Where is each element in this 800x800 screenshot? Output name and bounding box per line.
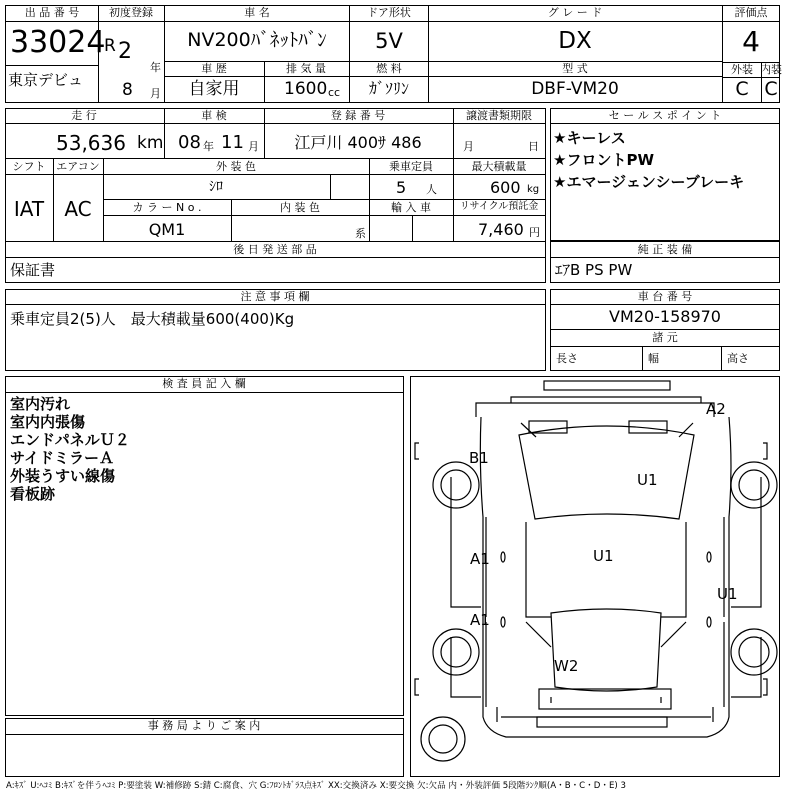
month-unit: 月: [150, 87, 161, 100]
sales-point-2: ★フロントPW: [553, 151, 654, 169]
notes-title: 注 意 事 項 欄: [240, 290, 310, 303]
length-label: 長さ: [556, 352, 578, 365]
shift-label: シフト: [12, 160, 46, 173]
width-label: 幅: [648, 352, 659, 365]
office-title: 事 務 局 よ り ご 案 内: [147, 719, 261, 732]
later-parts-label: 後 日 発 送 部 品: [233, 243, 317, 256]
inspection-year: 08: [178, 132, 201, 153]
chassis-number: VM20-158970: [609, 307, 721, 326]
overall-score: 4: [742, 25, 760, 58]
equipment: ｴｱB PS PW: [555, 261, 633, 279]
height-label: 高さ: [727, 352, 749, 365]
fuel: ｶﾞｿﾘﾝ: [368, 79, 410, 98]
chassis-title: 車 台 番 号: [637, 290, 693, 303]
shift: IAT: [13, 197, 45, 221]
interior-grade: C: [764, 78, 778, 100]
aircon: AC: [64, 197, 92, 221]
registration-year: 2: [118, 39, 132, 64]
mileage-unit: km: [137, 133, 164, 153]
inspector-note-6: 看板跡: [10, 485, 56, 503]
interior-color-label: 内 装 色: [280, 201, 320, 214]
history-label: 車 歴: [201, 62, 227, 75]
car-history: 自家用: [188, 79, 240, 99]
registration-month: 8: [122, 80, 133, 100]
exterior-color: ｼﾛ: [209, 179, 223, 195]
capacity: 5: [396, 178, 407, 197]
dimensions-title: 諸 元: [652, 331, 678, 344]
recycle-fee: 7,460: [478, 220, 524, 239]
transfer-deadline-label: 譲渡書類期限: [466, 109, 532, 122]
score-label: 評価点: [734, 6, 768, 19]
inspector-note-4: サイドミラーＡ: [10, 449, 114, 467]
damage-mark-w2: W2: [554, 657, 579, 675]
exterior-grade: C: [735, 78, 749, 100]
grade: DX: [558, 28, 592, 54]
exterior-label: 外装: [731, 63, 753, 76]
model-code: DBF-VM20: [531, 79, 619, 99]
recycle-fee-label: リサイクル預託金: [459, 201, 539, 212]
registration-era: R: [104, 36, 116, 56]
displacement-unit: cc: [328, 86, 341, 99]
car-name: NV200ﾊﾞﾈｯﾄﾊﾞﾝ: [187, 29, 327, 51]
damage-mark-u1-roof: U1: [637, 471, 658, 489]
grade-label: グ レ ー ド: [547, 6, 603, 19]
displacement-label: 排 気 量: [286, 62, 326, 75]
car-name-label: 車 名: [244, 6, 270, 19]
notes: 乗車定員2(5)人 最大積載量600(400)Kg: [10, 310, 295, 328]
inspector-note-3: エンドパネルＵ２: [10, 431, 130, 449]
door-type-label: ドア形状: [367, 6, 411, 19]
damage-mark-a2: A2: [706, 400, 726, 418]
max-load-unit: kg: [527, 184, 540, 195]
later-parts: 保証書: [10, 261, 56, 279]
sales-point-3: ★エマージェンシーブレーキ: [553, 173, 745, 191]
interior-label: 内装: [760, 63, 782, 76]
inspector-note-1: 室内汚れ: [10, 395, 71, 413]
aircon-label: エアコン: [56, 160, 100, 173]
mileage-label: 走 行: [71, 109, 97, 122]
import-label: 輸 入 車: [391, 201, 431, 214]
damage-mark-a1-lower: A1: [470, 611, 490, 629]
tokyo-debut-label: 東京デビュ: [8, 71, 84, 89]
color-number: QM1: [148, 220, 186, 239]
inspector-note-5: 外装うすい線傷: [10, 467, 116, 485]
equipment-title: 純 正 装 備: [637, 243, 693, 256]
first-registration-label: 初度登録: [109, 6, 153, 19]
inspector-title: 検 査 員 記 入 欄: [162, 377, 246, 390]
damage-mark-b1: B1: [469, 449, 489, 467]
damage-diagram: [410, 376, 780, 777]
license-plate: 江戸川 400ｻ 486: [294, 133, 422, 152]
inspection-month: 11: [221, 132, 244, 153]
damage-mark-u1-right: U1: [717, 585, 738, 603]
displacement: 1600: [284, 79, 328, 99]
legend: A:ｷｽﾞ U:ﾍｺﾐ B:ｷｽﾞを伴うﾍｺﾐ P:要塗装 W:補修跡 S:錆 C:腐食、穴 G:ﾌﾛﾝﾄｶﾞﾗｽ点ｷｽﾞ XX:交換済み X:要交換 欠:欠品 内・外装評価 5段階ﾗﾝｸ順(A・B・C・D・E) 3: [6, 781, 626, 791]
interior-color-unit: 系: [355, 227, 366, 240]
transfer-day: 日: [528, 140, 539, 153]
fuel-label: 燃 料: [376, 62, 402, 75]
year-unit: 年: [150, 61, 161, 74]
max-load: 600: [490, 178, 521, 197]
plate-label: 登 録 番 号: [330, 109, 386, 122]
inspector-note-2: 室内内張傷: [10, 413, 86, 431]
lot-number-label: 出 品 番 号: [24, 6, 80, 19]
inspection-year-unit: 年: [203, 140, 214, 153]
transfer-month: 月: [463, 140, 474, 153]
recycle-fee-unit: 円: [529, 226, 540, 239]
sales-points-title: セ ー ル ス ポ イ ン ト: [608, 109, 722, 122]
inspection-month-unit: 月: [248, 140, 259, 153]
exterior-color-label: 外 装 色: [216, 160, 256, 173]
lot-number: 33024: [10, 25, 106, 60]
door-type: 5V: [375, 29, 403, 53]
capacity-unit: 人: [426, 183, 437, 196]
capacity-label: 乗車定員: [389, 160, 433, 173]
color-number-label: カ ラ ー N o .: [132, 201, 202, 214]
sales-point-1: ★キーレス: [553, 129, 626, 147]
mileage: 53,636: [56, 131, 126, 155]
max-load-label: 最大積載量: [471, 160, 527, 173]
inspection-label: 車 検: [201, 109, 227, 122]
model-code-label: 型 式: [562, 62, 588, 75]
damage-mark-u1-center: U1: [593, 547, 614, 565]
damage-mark-a1-upper: A1: [470, 550, 490, 568]
